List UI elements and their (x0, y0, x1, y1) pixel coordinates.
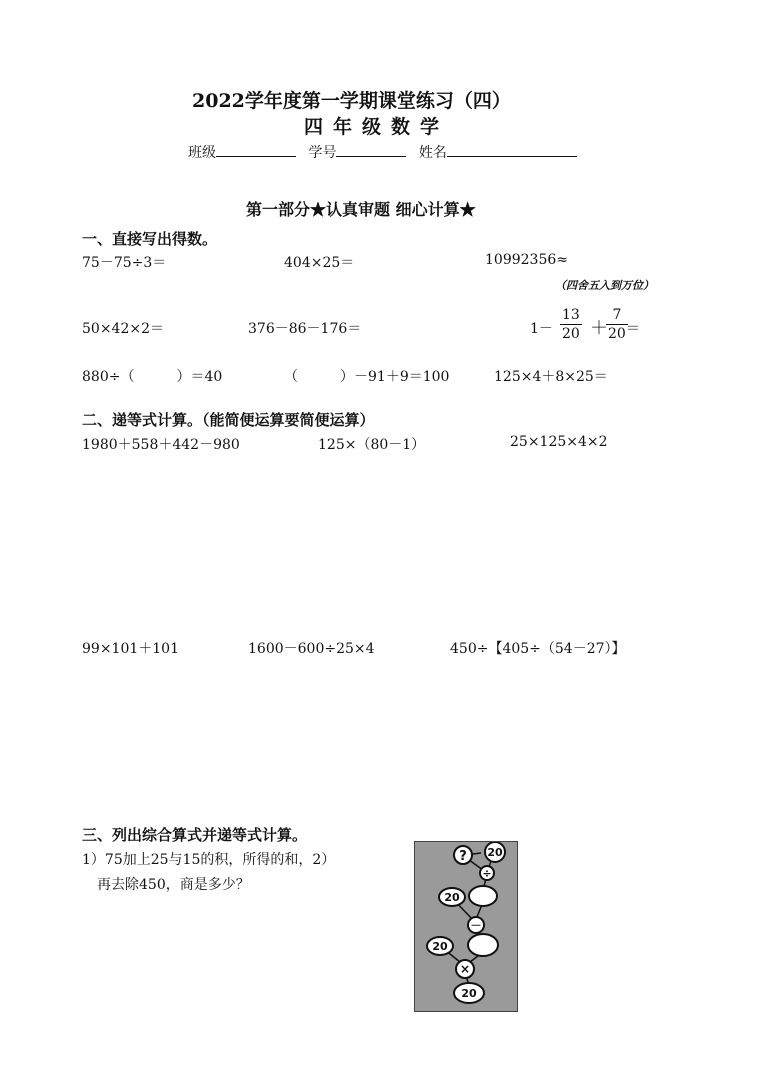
problem-1-4: 50×42×2＝ (82, 321, 164, 337)
problem-1-3: 10992356≈ (485, 252, 568, 268)
problem-1-9: 125×4＋8×25＝ (494, 369, 608, 385)
problem-1-5: 376－86－176＝ (248, 321, 362, 337)
page-subtitle: 四年级数学 (304, 116, 450, 138)
divide-label: ÷ (482, 867, 492, 880)
fraction-numerator: 13 (562, 307, 580, 323)
name-field[interactable] (447, 142, 577, 157)
section3-heading: 三、列出综合算式并递等式计算。 (82, 826, 308, 844)
equals-sign: ＝ (626, 321, 640, 337)
class-field[interactable] (216, 142, 296, 157)
rounding-note: （四舍五入到万位） (555, 279, 654, 292)
fraction-7-20 (606, 307, 628, 342)
operation-tree-svg (415, 842, 517, 1011)
minus-label: － (470, 919, 482, 932)
fraction-denominator: 20 (608, 326, 626, 342)
fraction-bar (606, 324, 628, 325)
empty-node (469, 886, 497, 906)
problem-2-4: 99×101＋101 (82, 641, 179, 657)
left-value-label-1: 20 (444, 891, 460, 904)
problem-2-6: 450÷【405÷（54－27）】 (450, 641, 626, 657)
name-label: 姓名 (418, 145, 447, 161)
bottom-value-label: 20 (461, 987, 477, 1000)
multiply-label: × (459, 962, 471, 976)
left-value-label-2: 20 (432, 940, 448, 953)
problem-2-5: 1600－600÷25×4 (248, 641, 375, 657)
student-info-row (188, 142, 577, 162)
fraction-lead: 1－ (530, 321, 553, 337)
fraction-13-20 (560, 307, 582, 342)
problem-1-7: 880÷（ ）＝40 (82, 369, 223, 385)
problem-1-1: 75－75÷3＝ (82, 255, 167, 271)
page-title: 2022学年度第一学期课堂练习（四） (192, 90, 511, 112)
part1-heading: 第一部分★认真审题 细心计算★ (246, 200, 476, 219)
problem-1-8: （ ）－91＋9＝100 (284, 369, 450, 385)
class-label: 班级 (188, 145, 216, 161)
problem-1-2: 404×25＝ (284, 255, 355, 271)
fraction-numerator: 7 (612, 307, 622, 323)
problem-2-2: 125×（80－1） (318, 437, 426, 453)
operation-tree-diagram (414, 841, 518, 1012)
fraction-denominator: 20 (562, 326, 580, 342)
unknown-label: ? (459, 849, 467, 864)
section2-heading: 二、递等式计算。（能简便运算要简便运算） (82, 411, 375, 429)
fraction-bar (560, 324, 582, 325)
empty-node (468, 934, 498, 956)
plus-sign: ＋ (590, 318, 608, 339)
top-value-label: 20 (487, 846, 503, 859)
student-id-label: 学号 (308, 145, 337, 161)
word-problem-line2: 再去除450，商是多少？ (97, 877, 250, 893)
student-id-field[interactable] (336, 142, 406, 157)
section1-heading: 一、直接写出得数。 (82, 230, 218, 248)
problem-2-1: 1980＋558＋442－980 (82, 437, 240, 453)
problem-2-3: 25×125×4×2 (510, 434, 608, 450)
word-problem-line1: 1）75加上25与15的积，所得的和，2） (82, 852, 336, 868)
